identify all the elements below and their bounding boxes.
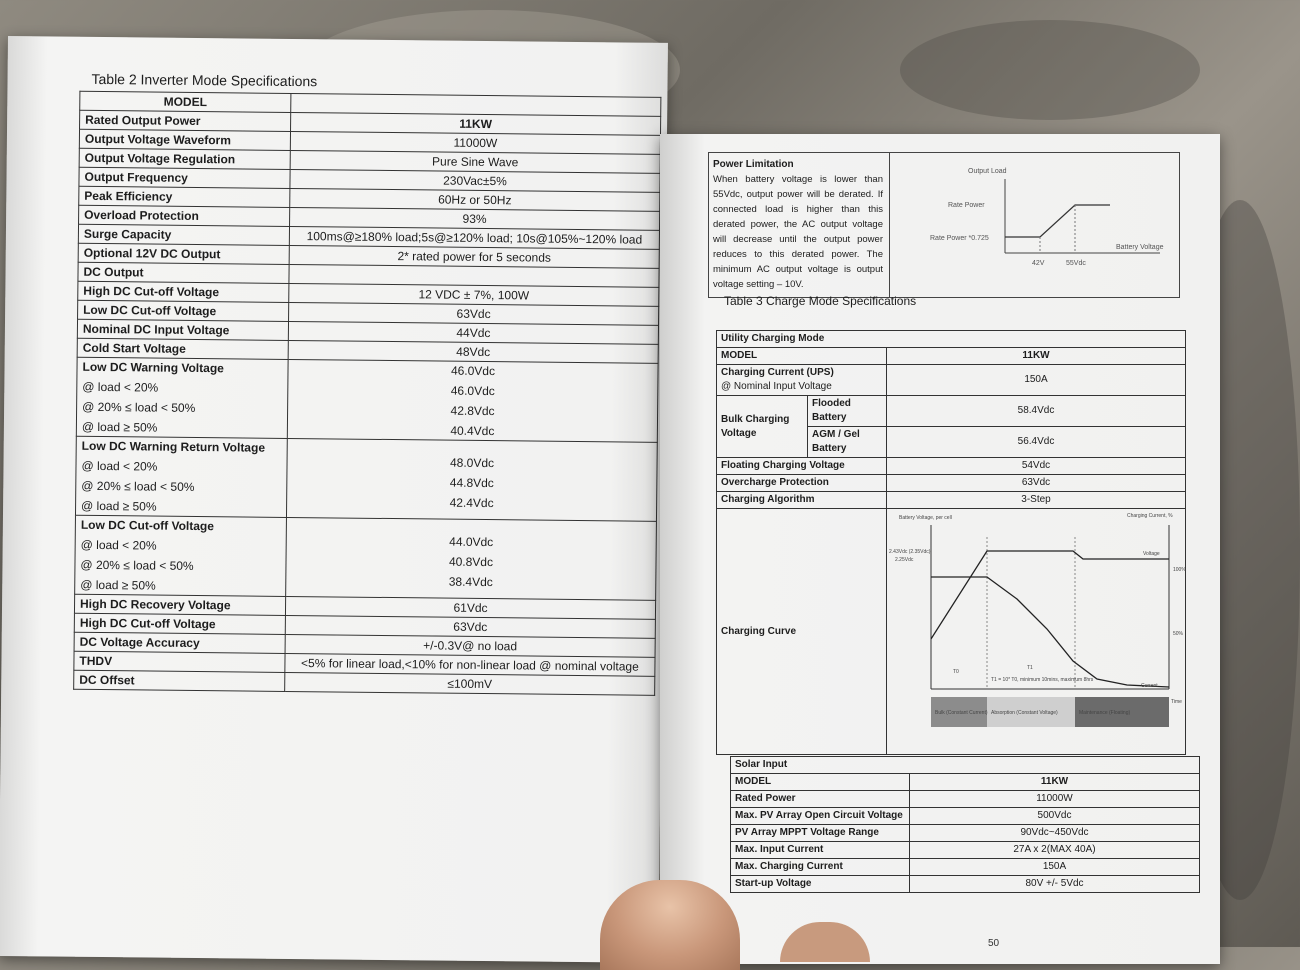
algorithm-value: 3-Step xyxy=(887,492,1186,509)
floating-label: Floating Charging Voltage xyxy=(717,458,887,475)
spec-sub-label: @ 20% ≤ load < 50% xyxy=(81,478,195,494)
spec-label-text: Cold Start Voltage xyxy=(82,340,186,356)
utility-model-value: 11KW xyxy=(887,348,1186,365)
power-limitation-text xyxy=(713,157,883,292)
spec-value-text: 63Vdc xyxy=(456,306,491,322)
spec-label-text: Nominal DC Input Voltage xyxy=(82,321,230,338)
spec-label xyxy=(74,651,285,672)
spec-value-text xyxy=(296,103,655,107)
spec-sub-value: 40.8Vdc xyxy=(448,554,494,570)
spec-label xyxy=(78,224,289,245)
solar-section-title: Solar Input xyxy=(731,757,1200,774)
spec-sub-label: @ 20% ≤ load < 50% xyxy=(80,557,194,573)
solar-value: 150A xyxy=(910,859,1200,876)
charging-current-value: 150A xyxy=(887,365,1186,396)
spec-label-text: Low DC Warning Voltage xyxy=(82,359,224,376)
spec-label xyxy=(79,205,290,226)
spec-value xyxy=(285,672,655,695)
spec-value-text xyxy=(293,448,652,452)
floating-value: 54Vdc xyxy=(887,458,1186,475)
spec-value-text: 46.0Vdc xyxy=(450,363,496,379)
curve-y-right: Charging Current, % xyxy=(1127,513,1173,519)
spec-label-text: DC Output xyxy=(83,264,144,280)
spec-value xyxy=(286,517,657,600)
curve-t0: T0 xyxy=(953,669,959,675)
spec-sub-label: @ load ≥ 50% xyxy=(80,577,156,593)
curve-p100: 100% xyxy=(1173,567,1186,573)
spec-label xyxy=(75,515,287,596)
table-row xyxy=(731,842,1200,859)
solar-label: Rated Power xyxy=(731,791,910,808)
spec-label xyxy=(76,357,288,438)
curve-time: Time xyxy=(1171,699,1182,705)
spec-label xyxy=(79,129,290,150)
spec-value-text: <5% for linear load,<10% for non-linear load @ nominal voltage xyxy=(301,656,639,674)
graph-rate-power-derated: Rate Power *0.725 xyxy=(930,235,989,242)
spec-value-text: 48Vdc xyxy=(456,344,491,360)
spec-label-text: Low DC Cut-off Voltage xyxy=(80,517,215,534)
spec-label xyxy=(77,319,288,340)
charging-current-sub: @ Nominal Input Voltage xyxy=(721,381,832,392)
solar-label: Max. Input Current xyxy=(731,842,910,859)
curve-v1: 2.43Vdc (2.35Vdc) xyxy=(889,549,931,555)
spec-label xyxy=(74,613,285,634)
power-limitation-box xyxy=(708,152,1180,298)
spec-value-text: ≤100mV xyxy=(447,676,493,692)
agm-value: 56.4Vdc xyxy=(887,427,1186,458)
curve-v2: 2.25Vdc xyxy=(895,557,914,563)
spec-sub-label: @ 20% ≤ load < 50% xyxy=(82,399,196,415)
spec-label-text: Output Frequency xyxy=(84,169,188,185)
spec-sub-label: @ load < 20% xyxy=(80,537,157,553)
curve-y-left: Battery Voltage, per cell xyxy=(899,515,952,521)
solar-value: 27A x 2(MAX 40A) xyxy=(910,842,1200,859)
left-page xyxy=(0,36,668,963)
table-row xyxy=(731,808,1200,825)
curve-voltage: Voltage xyxy=(1143,551,1160,557)
spec-label-text: Low DC Warning Return Voltage xyxy=(81,438,266,455)
solar-value: 11000W xyxy=(910,791,1200,808)
thumb xyxy=(600,880,740,970)
table3-caption: Table 3 Charge Mode Specifications xyxy=(724,294,917,308)
curve-label: Charging Curve xyxy=(717,509,887,755)
spec-label xyxy=(75,436,287,517)
spec-value-text: 12 VDC ± 7%, 100W xyxy=(418,287,530,303)
spec-label-text: Output Voltage Waveform xyxy=(84,131,232,148)
table-row xyxy=(731,859,1200,876)
utility-charging-table xyxy=(716,330,1186,755)
curve-absorption: Absorption (Constant Voltage) xyxy=(991,710,1058,716)
power-limitation-body: When battery voltage is lower than 55Vdc, output power will be derated. If connected load is higher than this derated power, the AC output voltage will decrease until the output power reduces to this derated power. The minimum AC output voltage is output voltage setting – 10V. xyxy=(713,174,883,290)
charging-curve-svg xyxy=(887,509,1186,749)
curve-current: Current xyxy=(1141,683,1158,689)
spec-sub-value: 46.0Vdc xyxy=(450,383,495,399)
solar-label: MODEL xyxy=(731,774,910,791)
spec-label xyxy=(78,300,289,321)
spec-value-text: 63Vdc xyxy=(453,619,488,635)
spec-value-text xyxy=(295,274,654,278)
spec-sub-value: 42.4Vdc xyxy=(449,495,494,511)
spec-sub-value: 42.8Vdc xyxy=(450,403,495,419)
curve-p50: 50% xyxy=(1173,631,1184,637)
solar-label: Max. PV Array Open Circuit Voltage xyxy=(731,808,910,825)
solar-label: Start-up Voltage xyxy=(731,876,910,893)
spec-sub-label: @ load < 20% xyxy=(81,458,158,474)
spec-sub-value: 38.4Vdc xyxy=(448,574,493,590)
spec-label xyxy=(77,338,288,359)
spec-label-text: THDV xyxy=(79,653,113,669)
spec-sub-value: 44.0Vdc xyxy=(449,534,494,550)
page-number: 50 xyxy=(988,938,1000,949)
graph-x-label: Battery Voltage xyxy=(1116,244,1164,251)
spec-label xyxy=(74,632,285,653)
algorithm-label: Charging Algorithm xyxy=(717,492,887,509)
spec-label-text: Overload Protection xyxy=(84,207,199,224)
right-page xyxy=(660,134,1220,964)
spec-label-text: Rated Output Power xyxy=(85,112,201,129)
spec-value-text: 93% xyxy=(462,211,487,227)
table2-caption: Table 2 Inverter Mode Specifications xyxy=(91,70,318,90)
spec-label xyxy=(78,243,289,264)
curve-cell xyxy=(887,509,1186,755)
flooded-value: 58.4Vdc xyxy=(887,396,1186,427)
table-row xyxy=(75,436,657,521)
inverter-spec-table xyxy=(73,91,661,696)
spec-value-text: 11KW xyxy=(459,116,493,132)
solar-label: Max. Charging Current xyxy=(731,859,910,876)
spec-sub-label: @ load ≥ 50% xyxy=(81,419,158,435)
overcharge-value: 63Vdc xyxy=(887,475,1186,492)
spec-value-text: +/-0.3V@ no load xyxy=(423,638,518,654)
solar-value: 80V +/- 5Vdc xyxy=(910,876,1200,893)
spec-label xyxy=(80,110,291,131)
spec-label xyxy=(78,262,289,283)
spec-label-text: Surge Capacity xyxy=(83,226,172,242)
derating-graph-svg xyxy=(890,153,1180,297)
table-row xyxy=(76,357,658,442)
power-limitation-graph xyxy=(889,153,1180,297)
spec-value-text: 100ms@≥180% load;5s@≥120% load; 10s@105%~120% load xyxy=(306,229,643,247)
graph-y-label: Output Load xyxy=(968,168,1007,175)
spec-label xyxy=(79,186,290,207)
spec-label-text: Peak Efficiency xyxy=(84,188,173,204)
agm-label: AGM / Gel Battery xyxy=(808,427,887,458)
spec-value-text: 230Vac±5% xyxy=(443,173,507,189)
spec-sub-value: 40.4Vdc xyxy=(450,423,495,439)
spec-label-text: DC Voltage Accuracy xyxy=(79,634,200,651)
spec-value xyxy=(286,438,657,521)
curve-t1-note: T1 = 10* T0, minimum 10mins, maximum 8hrs xyxy=(991,677,1094,683)
utility-model-label: MODEL xyxy=(717,348,887,365)
spec-sub-value: 44.8Vdc xyxy=(449,475,494,491)
spec-label-text: High DC Cut-off Voltage xyxy=(79,615,216,632)
spec-label xyxy=(74,594,285,615)
utility-section-title: Utility Charging Mode xyxy=(717,331,1186,348)
graph-rate-power: Rate Power xyxy=(948,202,985,209)
spec-label xyxy=(78,281,289,302)
curve-bulk: Bulk (Constant Current) xyxy=(935,710,988,716)
spec-sub-value: 48.0Vdc xyxy=(449,455,495,471)
spec-value xyxy=(287,359,658,442)
graph-x1: 42V xyxy=(1032,260,1045,267)
spec-sub-label: @ load < 20% xyxy=(82,379,159,395)
solar-value: 500Vdc xyxy=(910,808,1200,825)
solar-value: 11KW xyxy=(910,774,1200,791)
graph-x2: 55Vdc xyxy=(1066,260,1086,267)
curve-t1: T1 xyxy=(1027,665,1033,671)
spec-value-text: 61Vdc xyxy=(453,600,488,616)
spec-label-text: Output Voltage Regulation xyxy=(84,150,236,167)
spec-value-text: 2* rated power for 5 seconds xyxy=(397,249,551,265)
spec-sub-label: @ load ≥ 50% xyxy=(81,498,157,514)
spec-label xyxy=(80,91,291,112)
table-row xyxy=(731,774,1200,791)
table-row xyxy=(731,876,1200,893)
spec-label-text: High DC Cut-off Voltage xyxy=(83,283,220,300)
spec-value-text: 44Vdc xyxy=(456,325,491,341)
spec-label-text: DC Offset xyxy=(79,672,135,688)
solar-input-table xyxy=(730,756,1200,893)
charging-current-label: Charging Current (UPS) xyxy=(721,367,834,378)
spec-value-text: Pure Sine Wave xyxy=(431,154,519,170)
solar-value: 90Vdc~450Vdc xyxy=(910,825,1200,842)
spec-label-text: High DC Recovery Voltage xyxy=(79,596,231,613)
spec-label-text: Optional 12V DC Output xyxy=(83,245,221,262)
flooded-label: Flooded Battery xyxy=(808,396,887,427)
spec-label-text: MODEL xyxy=(163,94,208,110)
spec-label xyxy=(74,670,285,691)
overcharge-label: Overcharge Protection xyxy=(717,475,887,492)
bulk-label: Bulk Charging Voltage xyxy=(717,396,808,458)
curve-maintenance: Maintenance (Floating) xyxy=(1079,710,1131,716)
spec-label xyxy=(79,148,290,169)
spec-value-text: 60Hz or 50Hz xyxy=(438,192,512,208)
spec-label xyxy=(79,167,290,188)
charging-current-cell xyxy=(717,365,887,396)
spec-value-text xyxy=(292,527,651,531)
spec-value-text: 11000W xyxy=(453,135,498,151)
power-limitation-title: Power Limitation xyxy=(713,159,794,170)
table-row xyxy=(731,791,1200,808)
solar-label: PV Array MPPT Voltage Range xyxy=(731,825,910,842)
table-row xyxy=(731,825,1200,842)
spec-label-text: Low DC Cut-off Voltage xyxy=(83,302,217,319)
table-row xyxy=(75,515,657,600)
